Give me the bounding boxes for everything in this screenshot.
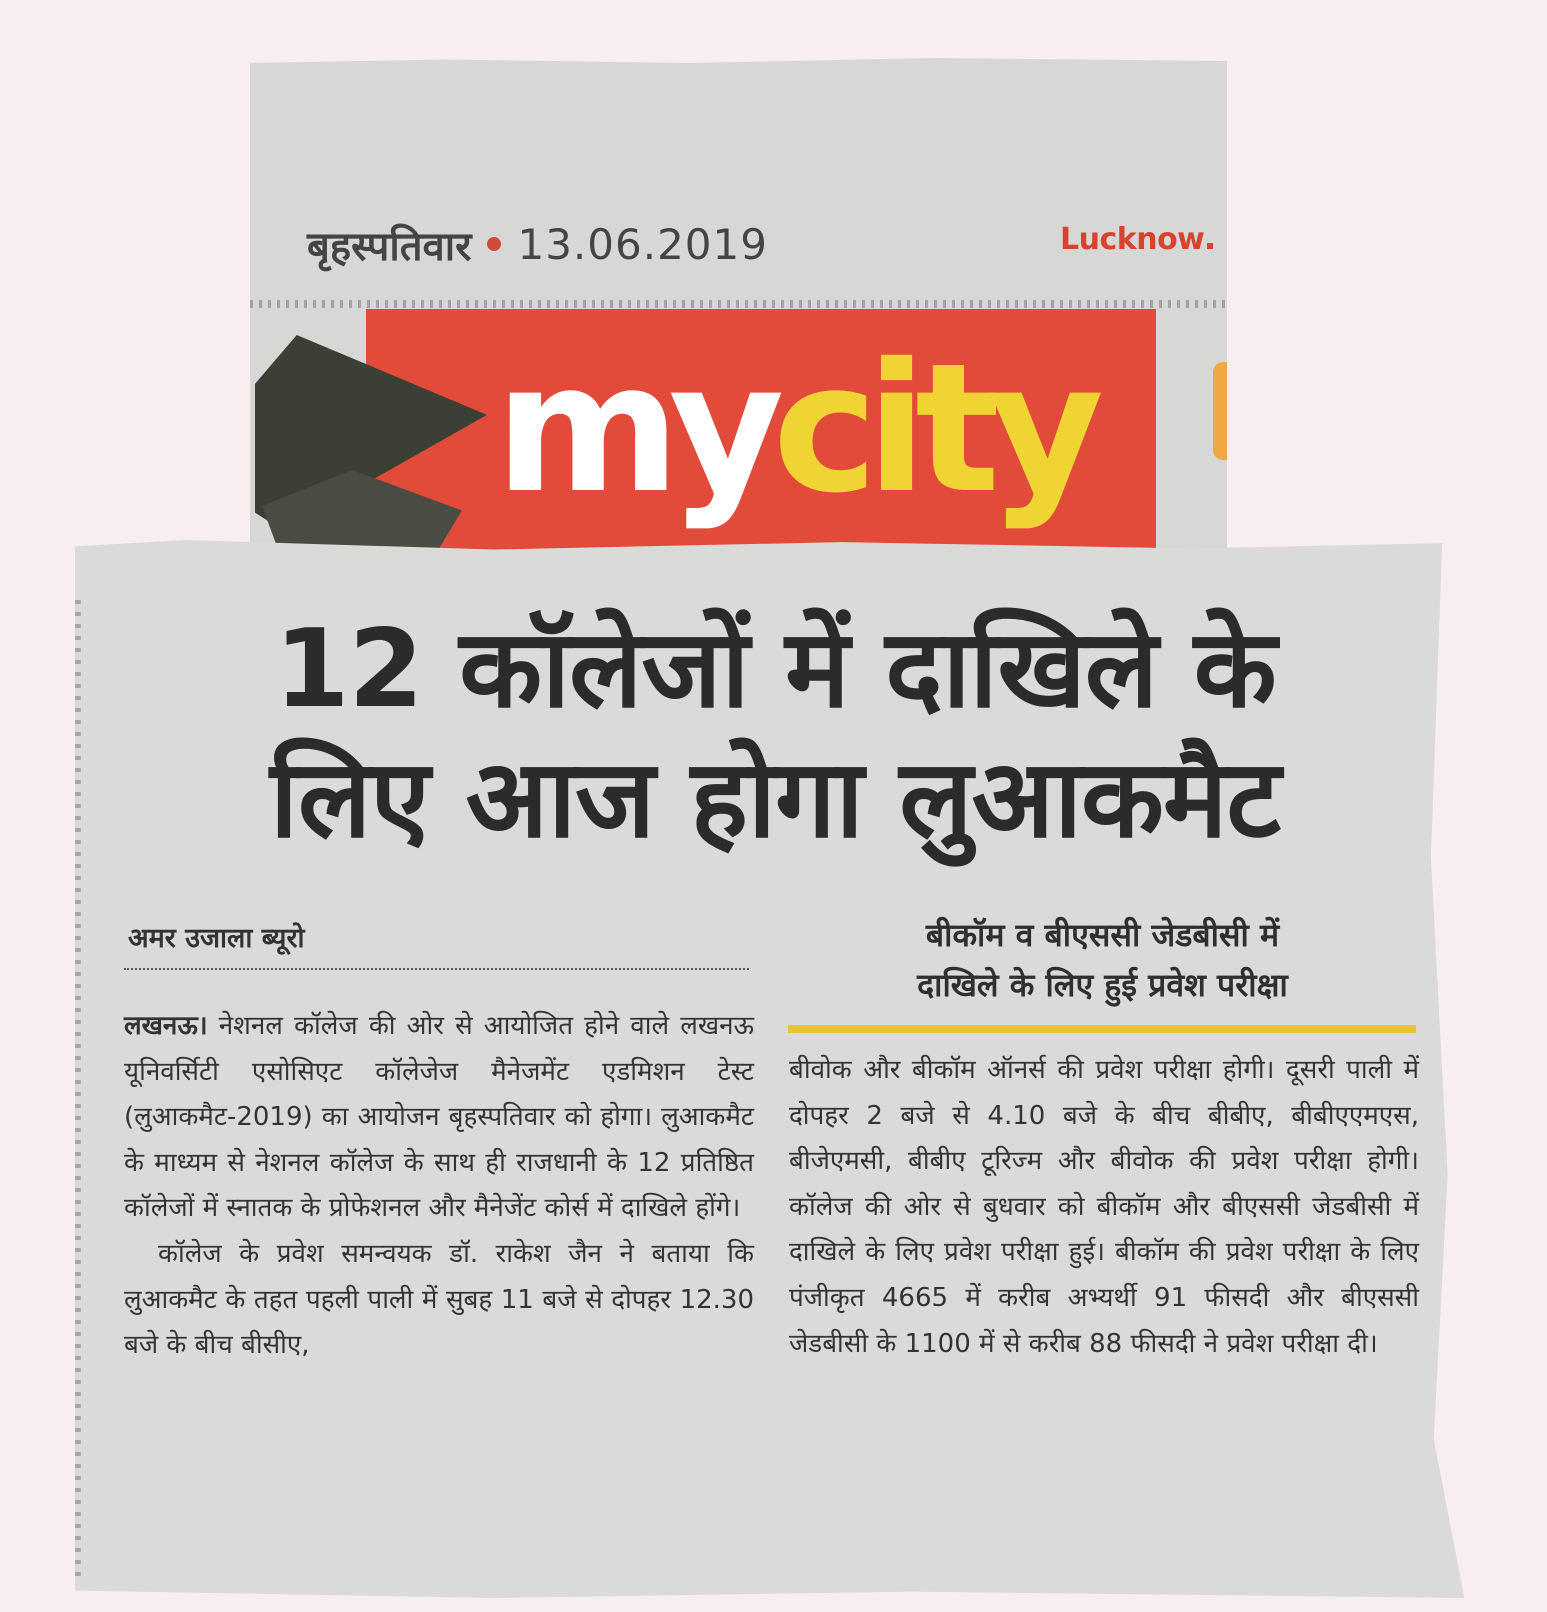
banner-edge-fragment bbox=[1213, 362, 1227, 460]
dateline: लखनऊ। bbox=[124, 1011, 208, 1041]
paragraph-2: कॉलेज के प्रवेश समन्वयक डॉ. राकेश जैन ने बताया कि लुआकमैट के तहत पहली पाली में सुबह 11 बजे से दोपहर 12.30 बजे के बीच बीसीए, bbox=[124, 1238, 755, 1361]
paragraph-3: बीवोक और बीकॉम ऑनर्स की प्रवेश परीक्षा होगी। दूसरी पाली में दोपहर 2 बजे से 4.10 बजे के बीच बीबीए, बीबीएएमएस, बीजेएमसी, बीबीए टूरिज्म और बीवोक की प्रवेश परीक्षा होगी। कॉलेज की ओर से बुधवार को बीकॉम और बीएससी जेडबीसी में दाखिले के लिए प्रवेश परीक्षा हुई। बीकॉम की प्रवेश परीक्षा के लिए पंजीकृत 4665 में करीब अभ्यर्थी 91 फीसदी और बीएससी जेडबीसी के 1100 में से करीब 88 फीसदी ने प्रवेश परीक्षा दी। bbox=[789, 1055, 1419, 1359]
paragraph-1 bbox=[124, 1004, 754, 1232]
subheading bbox=[790, 910, 1415, 1010]
article-column-right bbox=[789, 1048, 1419, 1367]
masthead-divider bbox=[250, 300, 1227, 308]
subheading-rule bbox=[788, 1025, 1416, 1033]
masthead-bullet-icon bbox=[487, 237, 501, 251]
masthead-day: बृहस्पतिवार bbox=[307, 223, 472, 270]
byline-rule bbox=[124, 968, 749, 970]
logo-city: city bbox=[772, 325, 1093, 532]
masthead-city: Lucknow bbox=[1060, 222, 1213, 257]
subheading-line-1: बीकॉम व बीएससी जेडबीसी में bbox=[925, 916, 1280, 954]
mycity-logo bbox=[495, 325, 1093, 540]
clipping-perforation bbox=[75, 600, 81, 1580]
subheading-line-2: दाखिले के लिए हुई प्रवेश परीक्षा bbox=[917, 966, 1288, 1004]
masthead-date-line bbox=[307, 214, 768, 274]
paragraph-1-text: नेशनल कॉलेज की ओर से आयोजित होने वाले लखनऊ यूनिवर्सिटी एसोसिएट कॉलेजेज मैनेजमेंट एडमिशन टेस्ट (लुआकमैट-2019) का आयोजन बृहस्पतिवार को होगा। लुआकमैट के माध्यम से नेशनल कॉलेज के साथ ही राजधानी के 12 प्रतिष्ठित कॉलेजों में स्नातक के प्रोफेशनल और मैनेजेंट कोर्स में दाखिले होंगे। bbox=[124, 1011, 754, 1224]
masthead-date: 13.06.2019 bbox=[517, 219, 768, 269]
byline: अमर उजाला ब्यूरो bbox=[128, 923, 305, 954]
article-column-left bbox=[124, 1004, 754, 1369]
headline-line-2: लिए आज होगा लुआकमैट bbox=[270, 737, 1280, 862]
logo-my: my bbox=[495, 325, 773, 532]
headline-line-1: 12 कॉलेजों में दाखिले के bbox=[274, 607, 1276, 732]
headline bbox=[110, 605, 1440, 865]
